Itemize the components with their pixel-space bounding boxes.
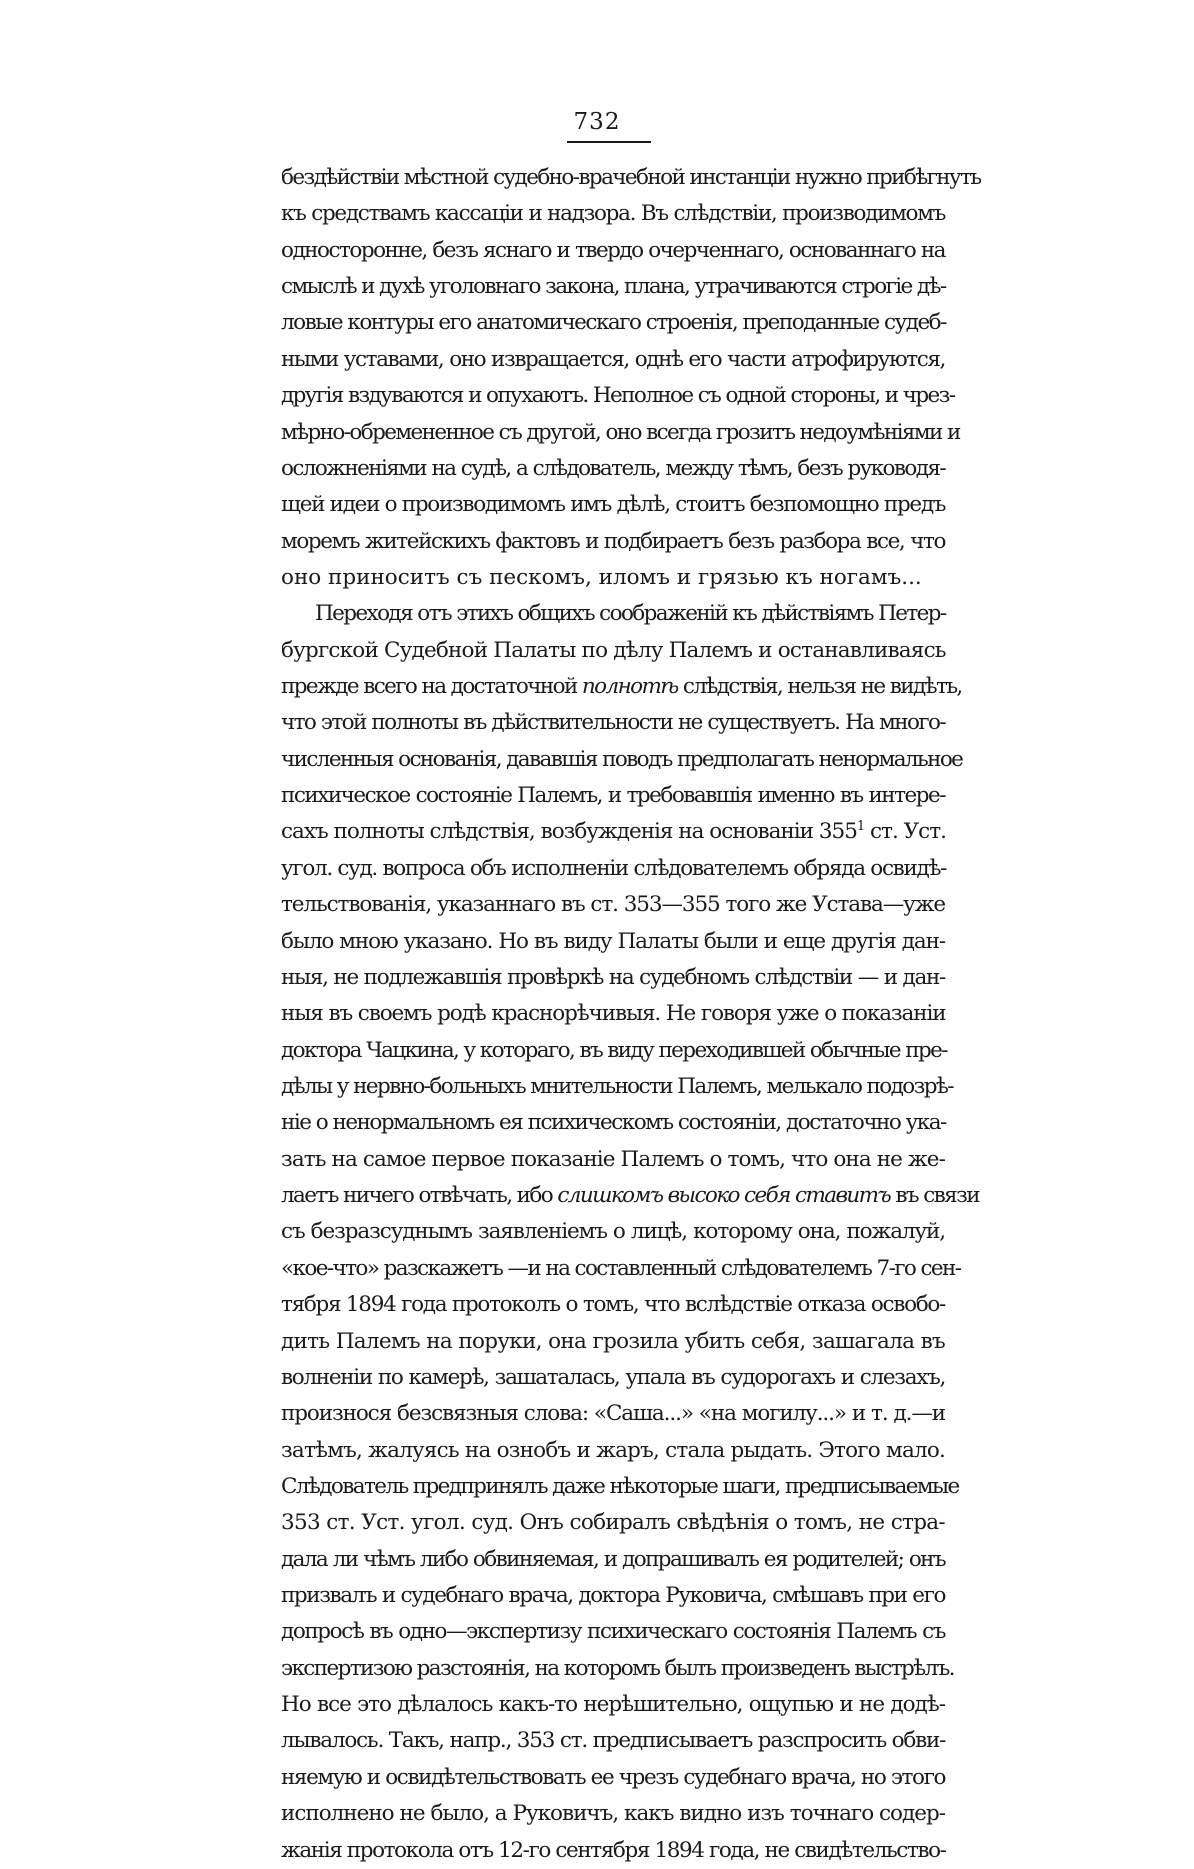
text-line: ными уставами, оно извращается, однѣ его части атрофируются,	[281, 346, 945, 372]
text-line: 353 ст. Уст. угол. суд. Онъ собиралъ свѣдѣнія о томъ, не стра-	[281, 1510, 945, 1536]
text-line: ловые контуры его анатомическаго строенія, преподанные судеб-	[281, 310, 946, 336]
text-line: мѣрно-обремененное съ другой, оно всегда грозитъ недоумѣніями и	[281, 419, 960, 445]
text-line: щей идеи о производимомъ имъ дѣлѣ, стоитъ безпомощно предъ	[281, 492, 946, 518]
text-line: другія вздуваются и опухаютъ. Неполное съ одной стороны, и чрез-	[281, 383, 955, 409]
text-line: призвалъ и судебнаго врача, доктора Руковича, смѣшавъ при его	[281, 1583, 945, 1609]
text-line: моремъ житейскихъ фактовъ и подбираетъ безъ разбора все, что	[281, 528, 945, 554]
text-line: зать на самое первое показаніе Палемъ о томъ, что она не же-	[281, 1146, 945, 1172]
text-segment: въ связи	[890, 1183, 979, 1209]
text-line: психическое состояніе Палемъ, и требовавшія именно въ интере-	[281, 783, 945, 809]
emphasis-text: полнотѣ	[581, 674, 678, 700]
body-text	[281, 160, 981, 1869]
text-line: ныя въ своемъ родѣ краснорѣчивыя. Не говоря уже о показаніи	[281, 1001, 946, 1027]
text-line: было мною указано. Но въ виду Палаты были и еще другія дан-	[281, 928, 945, 954]
page-number-rule	[567, 141, 651, 143]
text-line: «кое-что» разскажетъ —и на составленный слѣдователемъ 7-го сен-	[281, 1255, 961, 1281]
text-line: няемую и освидѣтельствовать ее чрезъ судебнаго врача, но этого	[281, 1764, 945, 1790]
text-line: бургской Судебной Палаты по дѣлу Палемъ и останавливаясь	[281, 637, 946, 663]
text-line: къ средствамъ кассаціи и надзора. Въ слѣдствіи, производимомъ	[281, 201, 945, 227]
text-line: затѣмъ, жалуясь на ознобъ и жаръ, стала рыдать. Этого мало.	[281, 1437, 945, 1463]
text-line: экспертизою разстоянія, на которомъ былъ произведенъ выстрѣлъ.	[281, 1655, 954, 1681]
text-segment: прежде всего на достаточной	[281, 674, 582, 700]
text-line: бездѣйствіи мѣстной судебно-врачебной инстанціи нужно прибѣгнуть	[281, 165, 981, 190]
text-line: смыслѣ и духѣ уголовнаго закона, плана, утрачиваются строгіе дѣ-	[281, 274, 946, 300]
text-line: Переходя отъ этихъ общихъ соображеній къ дѣйствіямъ Петер-	[315, 601, 946, 627]
text-line	[281, 1178, 979, 1214]
text-line: тельствованія, указаннаго въ ст. 353—355 того же Устава—уже	[281, 892, 945, 918]
text-line: дить Палемъ на поруки, она грозила убить себя, зашагала въ	[281, 1328, 945, 1354]
text-line: Слѣдователь предпринялъ даже нѣкоторые шаги, предписываемые	[281, 1473, 959, 1499]
text-segment: сахъ полноты слѣдствія, возбужденія на основаніи 355	[281, 819, 857, 845]
text-segment: слѣдствія, нельзя не видѣть,	[677, 674, 962, 700]
text-line: что этой полноты въ дѣйствительности не существуетъ. На много-	[281, 710, 945, 736]
text-line: односторонне, безъ яснаго и твердо очерченнаго, основаннаго на	[281, 237, 945, 263]
text-line: съ безразсуднымъ заявленіемъ о лицѣ, которому она, пожалуй,	[281, 1219, 945, 1245]
text-line: Но все это дѣлалось какъ-то нерѣшительно, ощупью и не додѣ-	[281, 1692, 945, 1718]
text-line: ныя, не подлежавшія провѣркѣ на судебномъ слѣдствіи — и дан-	[281, 964, 945, 990]
page-number: 732	[573, 109, 621, 135]
text-line: волненіи по камерѣ, зашаталась, упала въ судорогахъ и слезахъ,	[281, 1364, 945, 1390]
text-line: исполнено не было, а Руковичъ, какъ видно изъ точнаго содер-	[281, 1801, 945, 1827]
text-line: численныя основанія, дававшія поводъ предполагать ненормальное	[281, 746, 963, 772]
text-line: лывалось. Такъ, напр., 353 ст. предписываетъ разспросить обви-	[281, 1728, 946, 1754]
text-line: ніе о ненормальномъ ея психическомъ состояніи, достаточно ука-	[281, 1110, 946, 1136]
text-line: дѣлы у нервно-больныхъ мнительности Палемъ, мелькало подозрѣ-	[281, 1073, 953, 1099]
text-segment: лаетъ ничего отвѣчать, ибо	[281, 1183, 558, 1209]
text-line: допросѣ въ одно—экспертизу психическаго состоянія Палемъ съ	[281, 1619, 945, 1645]
text-line: жанія протокола отъ 12-го сентября 1894 года, не свидѣтельство-	[281, 1837, 946, 1863]
text-line: оно приноситъ съ пескомъ, иломъ и грязью къ ногамъ...	[281, 564, 922, 590]
text-segment: ст. Уст.	[864, 819, 946, 845]
text-line: тября 1894 года протоколъ о томъ, что вслѣдствіе отказа освобо-	[281, 1292, 945, 1318]
text-line: дала ли чѣмъ либо обвиняемая, и допрашивалъ ея родителей; онъ	[281, 1546, 945, 1572]
superscript: 1	[856, 819, 865, 835]
text-line: угол. суд. вопроса объ исполненіи слѣдователемъ обряда освидѣ-	[281, 855, 947, 881]
text-line: доктора Чацкина, у котораго, въ виду переходившей обычные пре-	[281, 1037, 947, 1063]
text-line	[281, 669, 962, 705]
text-line: произнося безсвязныя слова: «Саша...» «на могилу...» и т. д.—и	[281, 1401, 945, 1427]
text-line	[281, 814, 945, 850]
text-line: осложненіями на судѣ, а слѣдователь, между тѣмъ, безъ руководя-	[281, 455, 945, 481]
emphasis-text: слишкомъ высоко себя ставитъ	[557, 1183, 891, 1209]
